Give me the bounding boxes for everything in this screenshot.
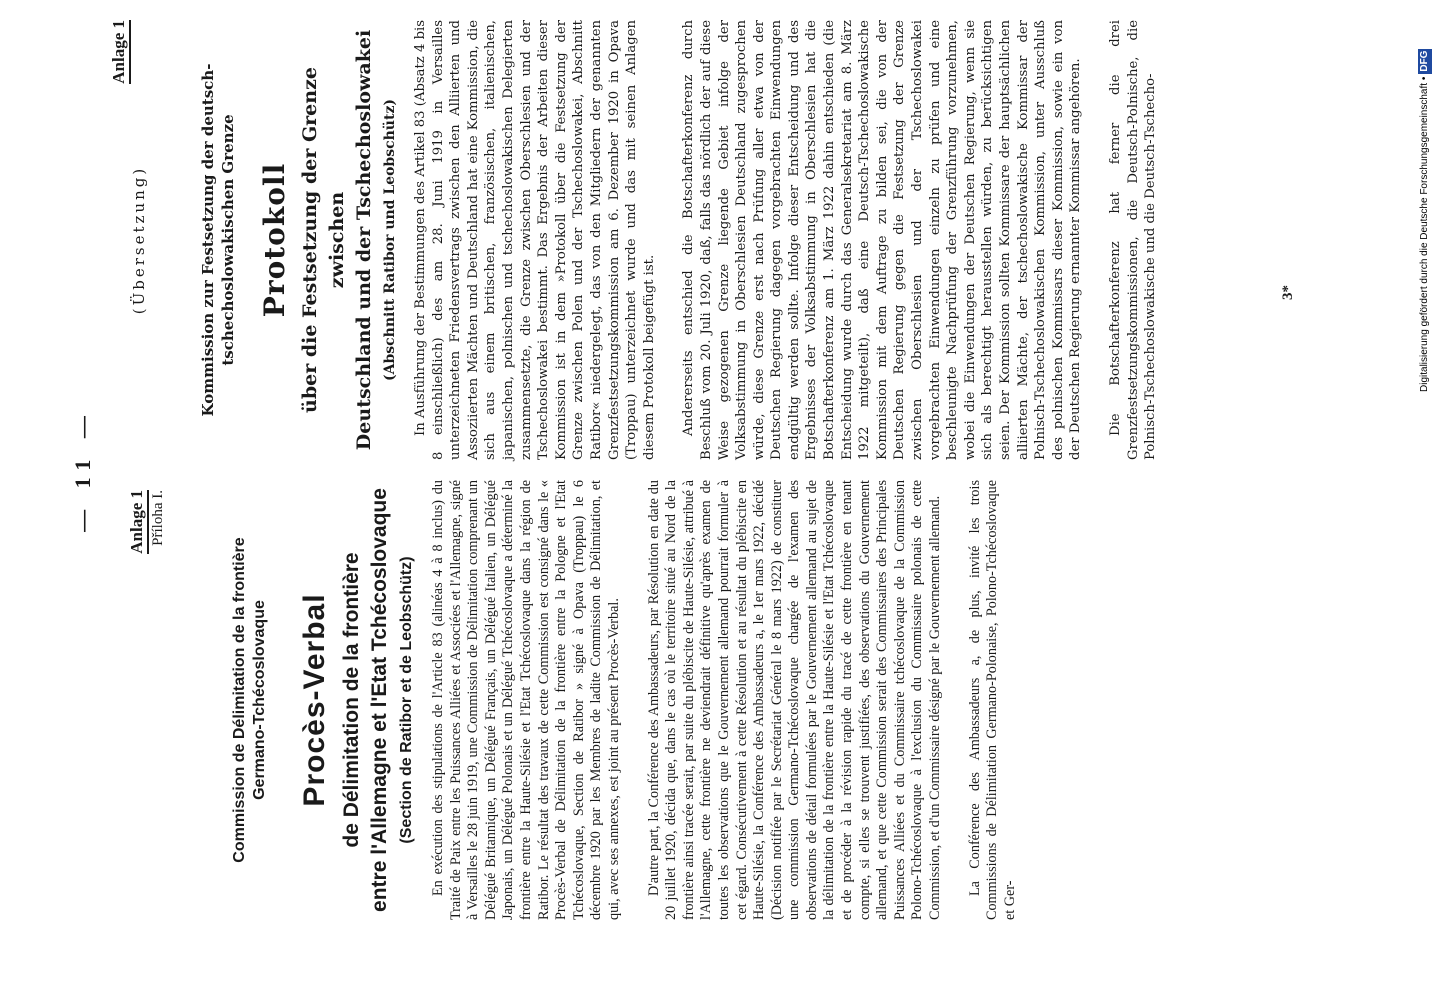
annex-label-de (110, 20, 131, 130)
annex-title: Anlage 1 (110, 20, 131, 84)
subtitle-line2: Deutschland und der Tschechoslowakei (353, 29, 375, 451)
page-number: — 11 — (70, 408, 95, 532)
subtitle-line1: de Délimitation de la frontière (340, 552, 363, 848)
digitization-credit (1418, 8, 1432, 392)
commission-header-de (198, 20, 238, 460)
document-subtitle-fr (338, 480, 394, 920)
french-column (127, 480, 1019, 920)
dfg-logo: DFG (1419, 50, 1430, 72)
subtitle-line2: entre l'Allemagne et l'Etat Tchécoslovaque (368, 488, 391, 912)
commission-line1: Kommission zur Festsetzung der deutsch- (199, 63, 217, 417)
commission-line1: Commission de Délimitation de la frontière (231, 537, 248, 863)
document-title-fr: Procès-Verbal (298, 593, 331, 807)
subtitle-line1: über die Festsetzung der Grenze zwischen (299, 67, 348, 413)
credit-text: Digitalisierung gefördert durch die Deutsche Forschungsgemeinschaft • (1419, 76, 1430, 392)
paragraph-2-fr: D'autre part, la Conférence des Ambassadeurs, par Résolution en date du 20 juillet 1920, décida que, dans le cas où le territoire situé au Nord de la frontière ainsi tracée serait, par suite du plébiscite de Haute-Silésie, attribué à l'Allemagne, cette frontière ne deviendrait définitive qu'après examen de toutes les observations que le Gouvernement allemand pourrait formuler à cet égard. Consécutivement à cette Résolution et au résultat du plébiscite en Haute-Silésie, la Conférence des Ambassadeurs a, le 1er mars 1922, décidé (Décision notifiée par le Secrétariat Général le 8 mars 1922) de constituer une commission Germano-Tchécoslovaque chargée de l'examen des observations de détail formulées par le Gouvernement allemand au sujet de la délimitation de la frontière entre la Haute-Silésie et l'Etat Tchécoslovaque et de procéder à la révision rapide du tracé de cette frontière en tenant compte, si elles se trouvent justifiées, des observations du Gouvernement allemand, et que cette Commission serait des Commissaires des Principales Puissances Alliées et du Commissaire tchécoslovaque de la Commission Polono-Tchécoslovaque à l'exclusion du Commissaire polonais de cette Commission, et d'un Commissaire désigné par le Gouvernement allemand. (645, 480, 944, 920)
translation-note: (Übersetzung) (130, 165, 148, 315)
paragraph-2-de: Andererseits entschied die Botschafterkonferenz durch Beschluß vom 20. Juli 1920, daß, falls das nördlich der auf diese Weise gezogenen Grenze liegende Gebiet infolge der Volksabstimmung in Oberschlesien Deutschland zugesprochen würde, diese Grenze erst nach Prüfung aller etwa von der Deutschen Regierung dagegen vorgebrachten Einwendungen endgültig werden sollte. Infolge dieser Entscheidung und des Ergebnisses der Volksabstimmung in Oberschlesien hat die Botschafterkonferenz am 1. März 1922 dahin entschieden (die Entscheidung wurde durch das Generalsekretariat am 8. März 1922 mitgeteilt), daß eine Deutsch-Tschechoslowakische Kommission mit dem Auftrage zu bilden sei, die von der Deutschen Regierung gegen die Festsetzung der Grenze zwischen Oberschlesien und der Tschechoslowakei vorgebrachten Einwendungen einzeln zu prüfen und eine beschleunigte Nachprüfung der Grenzführung vorzunehmen, wobei die Einwendungen der Deutschen Regierung, wenn sie sich als berechtigt herausstellen würden, zu berücksichtigen seien. Der Kommission sollten Kommissare der hauptsächlichen alliierten Mächte, der tschechoslowakische Kommissar der Polnisch-Tschechoslowakischen Kommission, unter Ausschluß des polnischen Kommissars dieser Kommission, sowie ein von der Deutschen Regierung ernannter Kommissar angehören. (681, 20, 1084, 460)
commission-line2: tschechoslowakischen Grenze (219, 114, 237, 366)
paragraph-3-de: Die Botschafterkonferenz hat ferner die drei Grenzfestsetzungskommissionen, die Deutsch-Polnische, die Polnisch-Tschechoslowakische und die Deutsch-Tschecho- (1107, 20, 1159, 460)
commission-header-fr (230, 480, 270, 920)
annex-title: Anlage 1 (128, 490, 149, 554)
section-label-fr: (Section de Ratibor et de Leobschütz) (398, 556, 415, 844)
section-label-de: (Abschnitt Ratibor und Leobschütz) (382, 98, 398, 382)
paragraph-1-fr: En exécution des stipulations de l'Article 83 (alinéas 4 à 8 inclus) du Traité de Paix entre les Puissances Alliées et Associées et l'Allemagne, signé à Versailles le 28 juin 1919, une Commission de Délimitation comprenant un Délégué Britannique, un Délégué Français, un Délégué Italien, un Délégué Japonais, un Délégué Polonais et un Délégué Tchécoslovaque a déterminé la frontière entre la Haute-Silésie et l'Etat Tchécoslovaque dans la région de Ratibor. Le résultat des travaux de cette Commission est consigné dans le « Procès-Verbal de Délimitation de la frontière entre la Pologne et l'Etat Tchécoslovaque, Section de Ratibor » signé à Opava (Troppau) le 6 décembre 1920 par les Membres de ladite Commission de Délimitation, et qui, avec ses annexes, est joint au présent Procès-Verbal. (430, 480, 622, 920)
document-title-de: Protokoll (258, 162, 291, 318)
paragraph-3-fr: La Conférence des Ambassadeurs a, de plus, invité les trois Commissions de Délimitation Germano-Polonaise, Polono-Tchécoslovaque et Ger- (966, 480, 1018, 920)
digitization-credit-text (1418, 8, 1432, 392)
commission-line2: Germano-Tchécoslovaque (251, 600, 268, 800)
document-subtitle-de (297, 20, 378, 460)
paragraph-1-de: In Ausführung der Bestimmungen des Artikel 83 (Absatz 4 bis 8 einschließlich) des am 28. Juni 1919 in Versailles unterzeichneten Friedensvertrags zwischen den Alliierten und Assoziierten Mächten und Deutschland hat eine Kommission, die sich aus einem britischen, französischen, italienischen, japanischen, polnischen und tschechoslowakischen Delegierten zusammensetzte, die Grenze zwischen Oberschlesien und der Tschechoslowakei bestimmt. Das Ergebnis der Arbeiten dieser Kommission ist in dem »Protokoll über die Festsetzung der Grenze zwischen Polen und der Tschechoslowakei, Abschnitt Ratibor« niedergelegt, das von den Mitgliedern der genannten Grenzfestsetzungskommission am 6. Dezember 1920 in Opava (Troppau) unterzeichnet wurde und das mit seinen Anlagen diesem Protokoll beigefügt ist. (413, 20, 657, 460)
signature-mark: 3* (1280, 285, 1296, 300)
annex-subtitle: Příloha I. (150, 490, 166, 546)
german-column (109, 20, 1160, 460)
annex-label-fr (128, 490, 167, 600)
